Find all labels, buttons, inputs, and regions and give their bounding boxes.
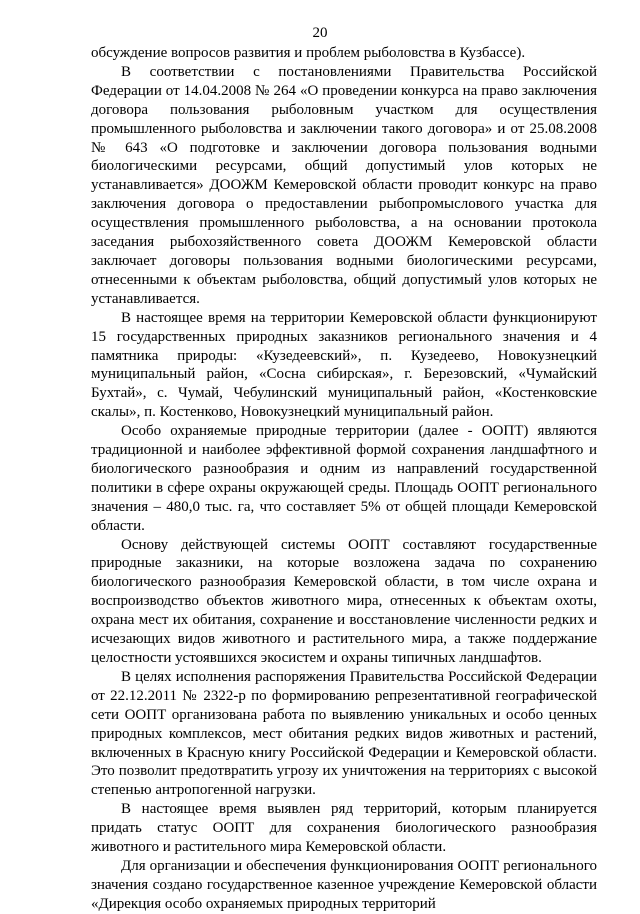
paragraph-fishing-contracts: В соответствии с постановлениями Правительства Российской Федерации от 14.04.2008 № 264 «О проведении конкурса на право заключения договора пользования рыболовным участком для осуществления промышленного рыболовства и заключении такого договора» и от 25.08.2008 № 643 «О подготовке и заключении договора пользования водными биологическими ресурсами, общий допустимый улов которых не устанавливается» ДООЖМ Кемеровской области проводит конкурс на право заключения договора о предоставлении рыбопромыслового участка для осуществления промышленного рыболовства, а на основании протокола заседания рыбохозяйственного совета ДООЖМ Кемеровской области заключает договоры пользования водными биологическими ресурсами, отнесенными к объектам рыболовства, общий допустимый улов которых не устанавливается. xyxy=(91,63,597,307)
paragraph-directorate: Для организации и обеспечения функционирования ООПТ регионального значения создано государственное казенное учреждение Кемеровской области «Дирекция особо охраняемых природных территорий xyxy=(91,857,597,912)
paragraph-new-territories: В настоящее время выявлен ряд территорий, которым планируется придать статус ООПТ для сохранения биологического разнообразия животного и растительного мира Кемеровской области. xyxy=(91,801,597,856)
body-text xyxy=(91,44,597,914)
paragraph-government-order: В целях исполнения распоряжения Правительства Российской Федерации от 22.12.2011 № 2322-р по формированию репрезентативной географической сети ООПТ организована работа по выявлению уникальных и особо ценных природных комплексов, мест обитания редких видов животных и растений, включенных в Красную книгу Российской Федерации и Кемеровской области. Это позволит предотвратить угрозу их уничтожения на территориях с высокой степенью антропогенной нагрузки. xyxy=(91,668,597,799)
paragraph-oopt-definition: Особо охраняемые природные территории (далее - ООПТ) являются традиционной и наиболее эффективной формой сохранения ландшафтного и биологического разнообразия и одним из направлений государственной политики в сфере охраны окружающей среды. Площадь ООПТ регионального значения – 480,0 тыс. га, что составляет 5% от общей площади Кемеровской области. xyxy=(91,423,597,534)
paragraph-reserves: В настоящее время на территории Кемеровской области функционируют 15 государственных природных заказников регионального значения и 4 памятника природы: «Кузедеевский», п. Кузедеево, Новокузнецкий муниципальный район, «Сосна сибирская», г. Березовский, «Чумайский Бухтай», с. Чумай, Чебулинский муниципальный район, «Костенковские скалы», п. Костенково, Новокузнецкий муниципальный район. xyxy=(91,309,597,421)
page-number: 20 xyxy=(312,25,328,41)
paragraph-oopt-system: Основу действующей системы ООПТ составляют государственные природные заказники, на которые возложена задача по сохранению биологического разнообразия Кемеровской области, в том числе охрана и воспроизводство объектов животного мира, отнесенных к объектам охоты, охрана мест их обитания, сохранение и восстановление численности редких и исчезающих видов животного и растительного мира, а также поддержание целостности устоявшихся экосистем и охраны типичных ландшафтов. xyxy=(91,536,597,666)
paragraph-continuation: обсуждение вопросов развития и проблем рыболовства в Кузбассе). xyxy=(91,45,526,61)
